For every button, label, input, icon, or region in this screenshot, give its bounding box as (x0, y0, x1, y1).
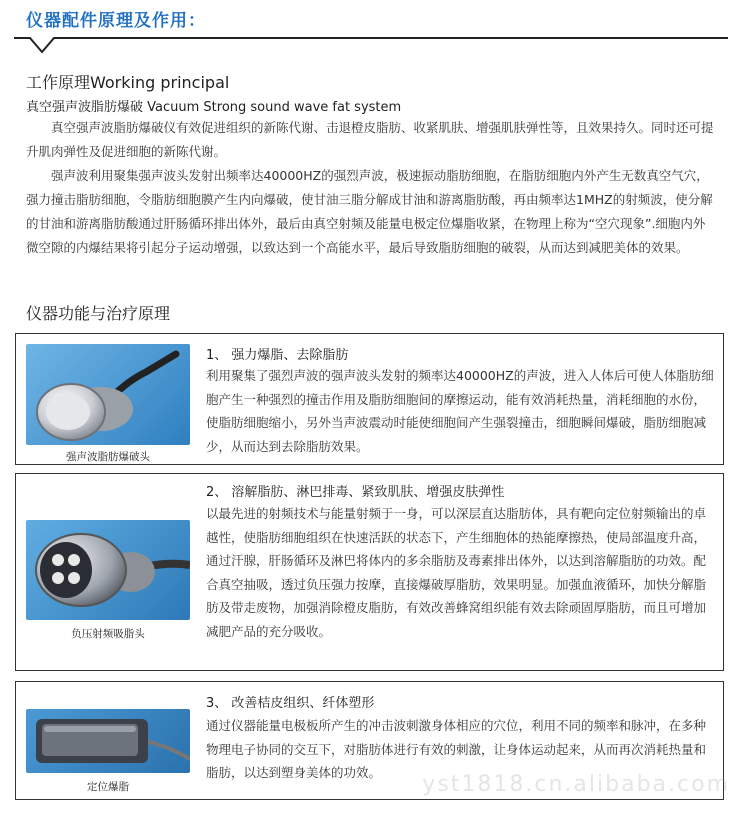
working-para-1: 真空强声波脂肪爆破仪有效促进组织的新陈代谢、击退橙皮脂肪、收紧肌肤、增强肌肤弹性等，且效果持久。同时还可提升肌肉弹性及促进细胞的新陈代谢。 (26, 120, 714, 159)
feature-body-3: 通过仪器能量电极板所产生的冲击波刺激身体相应的穴位，利用不同的频率和脉冲，在多种物理电子协同的交互下，对脂肪体进行有效的刺激，让身体运动起来，从而再次消耗热量和脂肪，以达到塑身美体的功效。 (206, 718, 707, 780)
feature-box-1 (15, 333, 724, 465)
feature-title-2: 2、 溶解脂肪、淋巴排毒、紧致肌肤、增强皮肤弹性 (206, 485, 505, 500)
feature-caption-1: 强声波脂肪爆破头 (66, 451, 150, 463)
working-heading: 工作原理Working principal (26, 73, 230, 92)
rf-suction-head-image (26, 520, 190, 620)
feature-body-1: 利用聚集了强烈声波的强声波头发射的频率达40000HZ的声波，进入人体后可使人体脂肪细胞产生一种强烈的撞击作用及脂肪细胞间的摩擦运动，能有效消耗热量，消耗细胞的水份，使脂肪细胞缩小，另外当声波震动时能使细胞间产生强裂撞击，细胞瞬间爆破，脂肪细胞减少，从而达到去除脂肪效果。 (206, 368, 714, 454)
feature-title-3: 3、 改善桔皮组织、纤体塑形 (206, 696, 375, 711)
watermark: yst1818.cn.alibaba.com (422, 772, 730, 797)
feature-box-2 (15, 473, 724, 671)
functions-heading: 仪器功能与治疗原理 (26, 304, 171, 323)
working-subheading: 真空强声波脂肪爆破 Vacuum Strong sound wave fat system (26, 100, 402, 115)
feature-body-2: 以最先进的射频技术与能量射频于一身，可以深层直达脂肪体，具有靶向定位射频输出的卓越性，使脂肪细胞组织在快速活跃的状态下，产生细胞体的热能摩擦热，使局部温度升高，通过汗腺，肝肠循环及淋巴将体内的多余脂肪及毒素排出体外，以达到溶解脂肪的功效。配合真空抽吸，透过负压强力按摩，直接爆破厚脂肪，效果明显。加强血液循环，加快分解脂肪及带走废物，加强消除橙皮脂肪，有效改善蜂窝组织能有效去除顽固厚脂肪，而且可增加减肥产品的充分吸收。 (206, 506, 707, 639)
working-para-2: 强声波利用聚集强声波头发射出频率达40000HZ的强烈声波，极速振动脂肪细胞，在脂肪细胞内外产生无数真空气穴，强力撞击脂肪细胞，令脂肪细胞膜产生内向爆破，使甘油三脂分解成甘油和游离脂肪酸，再由频率达1MHZ的射频波，使分解的甘油和游离脂肪酸通过肝肠循环排出体外，最后由真空射频及能量电极定位爆脂收紧，在物理上称为“空穴现象”.细胞内外微空隙的内爆结果将引起分子运动增强，以致达到一个高能水平，最后导致脂肪细胞的破裂，从而达到减肥美体的效果。 (26, 168, 713, 255)
page-title: 仪器配件原理及作用： (26, 11, 206, 31)
electrode-pad-image (26, 709, 190, 773)
feature-caption-2: 负压射频吸脂头 (71, 628, 145, 640)
feature-caption-3: 定位爆脂 (87, 781, 129, 793)
header-divider (14, 36, 728, 58)
feature-title-1: 1、 强力爆脂、去除脂肪 (206, 348, 349, 363)
working-paragraphs (26, 116, 716, 260)
ultrasound-head-image (26, 344, 190, 445)
